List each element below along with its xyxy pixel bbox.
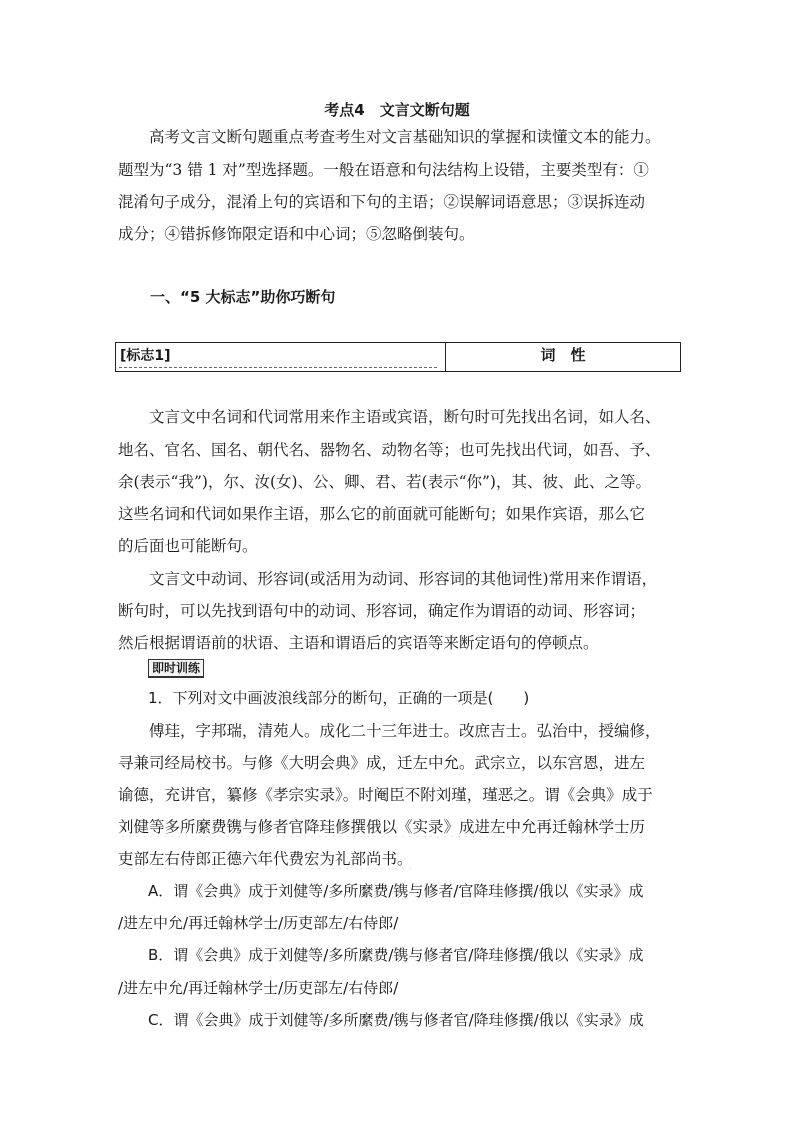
option-a-line: /进左中允/再迁翰林学士/历吏部左/右侍郎/ [118,914,399,932]
option-b-line: B．谓《会典》成于刘健等/多所縻费/镌与修者官/降珪修撰/俄以《实录》成 [118,946,644,964]
wavy-underlined-text: 吏部左右侍郎正德六年代费宏为礼部尚书。 [118,850,413,868]
body-line: 地名、官名、国名、朝代名、器物名、动物名等；也可先找出代词，如吾、予、 [118,441,661,459]
marker-table [115,342,681,372]
body-line: 文言文中动词、形容词(或活用为动词、形容词的其他词性)常用来作谓语， [118,570,658,588]
intro-line: 混淆句子成分，混淆上句的宾语和下句的主语；②误解词语意思；③误拆连动 [118,193,646,211]
passage-line: 傅珪，字邦瑞，清苑人。成化二十三年进士。改庶吉士。弘治中，授编修， [118,722,661,740]
intro-line: 高考文言文断句题重点考查考生对文言基础知识的掌握和读懂文本的能力。 [118,128,661,146]
passage-text: 谕德，充讲官，纂修《孝宗实录》。时阉臣不附刘瑾，瑾恶之。谓《会典》 [118,786,622,804]
body-line: 断句时，可以先找到语句中的动词、形容词，确定作为谓语的动词、形容词； [118,602,646,620]
option-c-line: C．谓《会典》成于刘健等/多所縻费/镌与修者官/降珪修撰/俄以《实录》成 [118,1011,644,1029]
passage-line [118,817,678,837]
option-b-line: /进左中允/再迁翰林学士/历吏部左/右侍郎/ [118,979,399,997]
dashed-rule [119,367,437,368]
marker-tag-cell [116,343,446,371]
body-line: 这些名词和代词如果作主语，那么它的前面就可能断句；如果作宾语，那么它 [118,505,646,523]
page-title: 考点4 文言文断句题 [324,101,470,119]
question-line: 1．下列对文中画波浪线部分的断句，正确的一项是( ) [118,689,530,707]
passage-line: 寻兼司经局校书。与修《大明会典》成，迁左中允。武宗立，以东宫恩，进左 [118,754,646,772]
body-line: 文言文中名词和代词常用来作主语或宾语，断句时可先找出名词，如人名、 [118,408,661,426]
intro-line: 题型为“3 错 1 对”型选择题。一般在语意和句法结构上设错，主要类型有：① [118,161,649,179]
practice-badge: 即时训练 [148,659,204,678]
body-line: 然后根据谓语前的状语、主语和谓语后的宾语等来断定语句的停顿点。 [118,634,599,652]
table-header-cell: 词 性 [540,346,586,364]
option-a-line: A．谓《会典》成于刘健等/多所縻费/镌与修者/官降珪修撰/俄以《实录》成 [118,882,644,900]
wavy-underlined-text: 成于 [621,786,653,804]
intro-line: 成分；④错拆修饰限定语和中心词；⑤忽略倒装句。 [118,225,475,243]
section-title: 一、“5 大标志”助你巧断句 [150,288,336,306]
marker-tag: [标志1] [120,348,171,364]
body-line: 余(表示“我”)，尔、汝(女)、公、卿、君、若(表示“你”)，其、彼、此、之等。 [118,473,651,491]
wavy-underlined-text: 刘健等多所縻费镌与修者官降珪修撰俄以《实录》成进左中允再迁翰林学士历 [118,818,646,836]
body-line: 的后面也可能断句。 [118,537,258,555]
passage-line [118,785,678,805]
passage-line [118,849,678,869]
